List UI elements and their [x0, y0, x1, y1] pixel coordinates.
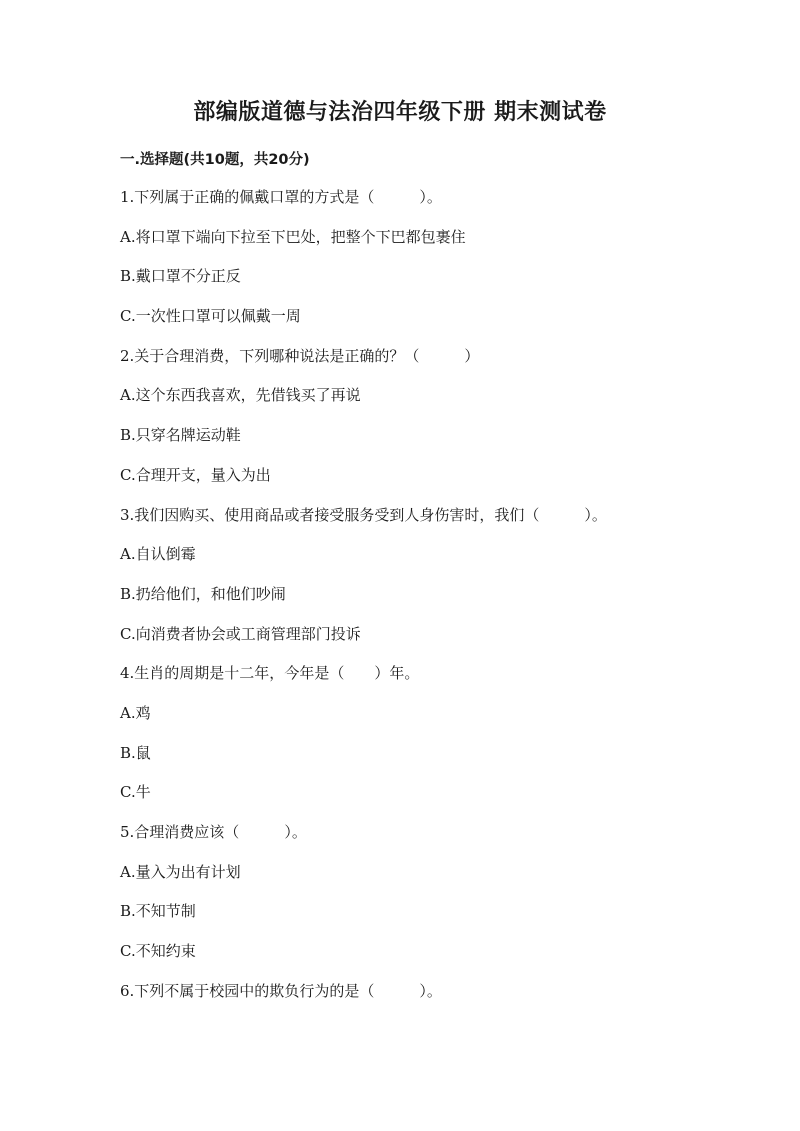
option-1b: B.戴口罩不分正反: [120, 267, 241, 286]
option-2a: A.这个东西我喜欢，先借钱买了再说: [120, 386, 361, 405]
option-3b: B.扔给他们，和他们吵闹: [120, 584, 286, 603]
page-title: 部编版道德与法治四年级下册 期末测试卷: [193, 100, 607, 125]
option-4b: B.鼠: [120, 743, 151, 762]
option-5c: C.不知约束: [120, 942, 196, 961]
option-1a: A.将口罩下端向下拉至下巴处，把整个下巴都包裹住: [120, 227, 466, 246]
section-heading: 一.选择题(共10题，共20分): [120, 152, 310, 168]
option-5b: B.不知节制: [120, 902, 196, 921]
question-1: 1.下列属于正确的佩戴口罩的方式是（ ）。: [120, 188, 442, 206]
option-5a: A.量入为出有计划: [120, 862, 241, 881]
option-3a: A.自认倒霉: [120, 545, 196, 564]
question-2: 2.关于合理消费，下列哪种说法是正确的？（ ）: [120, 346, 480, 365]
option-3c: C.向消费者协会或工商管理部门投诉: [120, 624, 361, 643]
question-5: 5.合理消费应该（ ）。: [120, 823, 307, 841]
option-2c: C.合理开支，量入为出: [120, 465, 271, 484]
option-4c: C.牛: [120, 783, 151, 802]
option-2b: B.只穿名牌运动鞋: [120, 426, 241, 445]
option-4a: A.鸡: [120, 703, 151, 722]
question-6: 6.下列不属于校园中的欺负行为的是（ ）。: [120, 981, 442, 1000]
question-4: 4.生肖的周期是十二年，今年是（ ）年。: [120, 664, 420, 683]
question-3: 3.我们因购买、使用商品或者接受服务受到人身伤害时，我们（ ）。: [120, 505, 607, 524]
option-1c: C.一次性口罩可以佩戴一周: [120, 307, 301, 326]
question-list: [120, 184, 740, 1017]
